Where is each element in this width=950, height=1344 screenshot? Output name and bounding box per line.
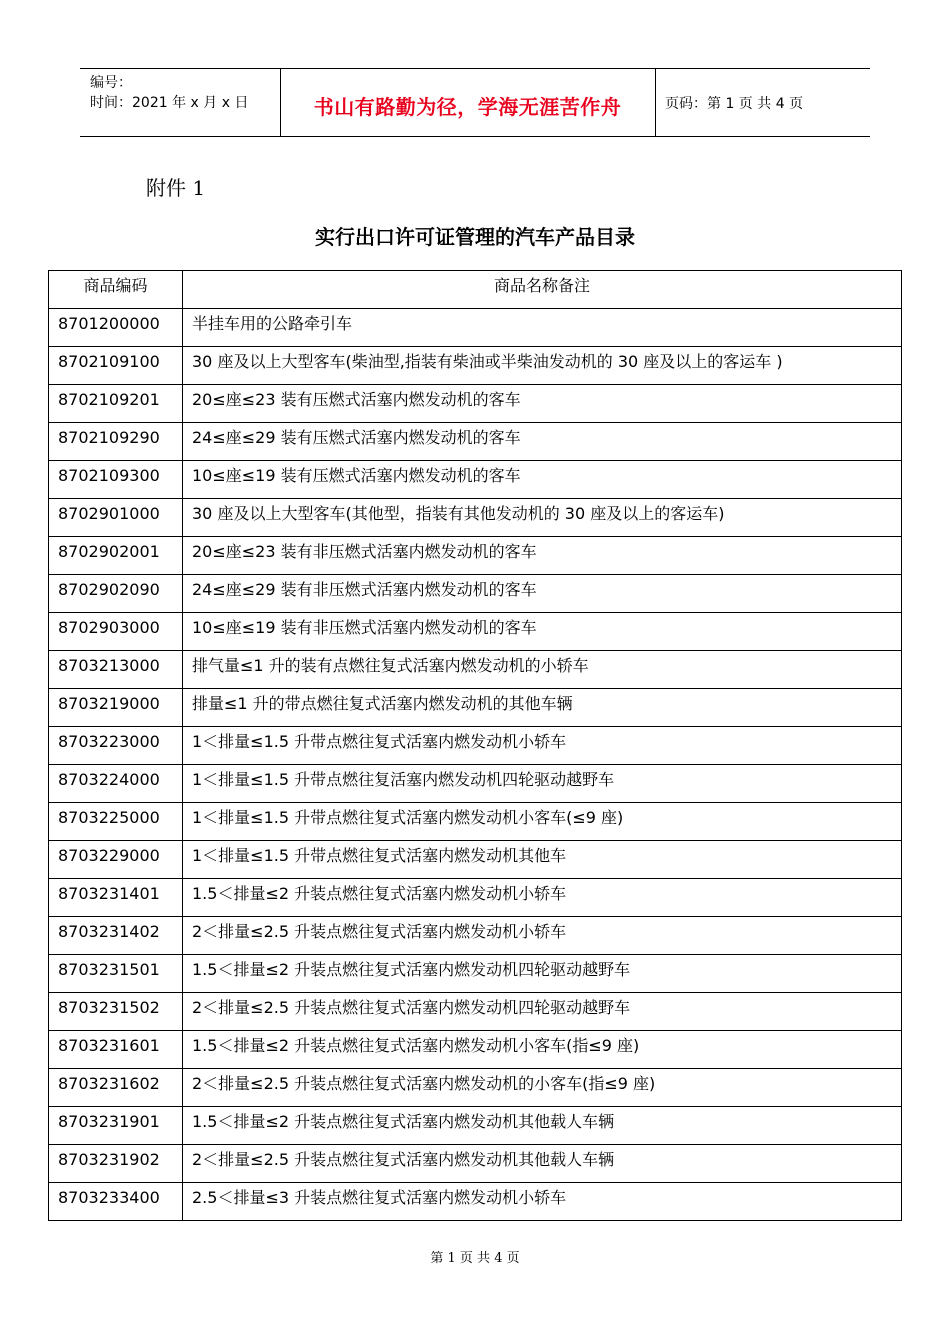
- table-row: [49, 575, 902, 613]
- page-header: [80, 68, 870, 137]
- product-code-cell: 8703213000: [49, 651, 183, 689]
- product-name-cell: 10≤座≤19 装有非压燃式活塞内燃发动机的客车: [183, 613, 902, 651]
- table-row: [49, 651, 902, 689]
- table-row: [49, 917, 902, 955]
- product-name-cell: 2.5＜排量≤3 升装点燃往复式活塞内燃发动机小轿车: [183, 1183, 902, 1221]
- product-name-cell: 20≤座≤23 装有压燃式活塞内燃发动机的客车: [183, 385, 902, 423]
- product-code-cell: 8703231601: [49, 1031, 183, 1069]
- table-row: [49, 1183, 902, 1221]
- table-row: [49, 727, 902, 765]
- product-name-cell: 2＜排量≤2.5 升装点燃往复式活塞内燃发动机的小客车(指≤9 座): [183, 1069, 902, 1107]
- table-row: [49, 347, 902, 385]
- table-row: [49, 1069, 902, 1107]
- table-row: [49, 689, 902, 727]
- product-code-cell: 8703231401: [49, 879, 183, 917]
- product-name-cell: 2＜排量≤2.5 升装点燃往复式活塞内燃发动机小轿车: [183, 917, 902, 955]
- product-code-cell: 8703233400: [49, 1183, 183, 1221]
- header-motto: 书山有路勤为径，学海无涯苦作舟: [313, 95, 622, 119]
- product-name-cell: 30 座及以上大型客车(其他型，指装有其他发动机的 30 座及以上的客运车): [183, 499, 902, 537]
- table-row: [49, 309, 902, 347]
- product-name-cell: 24≤座≤29 装有非压燃式活塞内燃发动机的客车: [183, 575, 902, 613]
- table-row: [49, 765, 902, 803]
- product-code-cell: 8703223000: [49, 727, 183, 765]
- header-divider: [655, 69, 656, 136]
- product-name-cell: 20≤座≤23 装有非压燃式活塞内燃发动机的客车: [183, 537, 902, 575]
- product-code-cell: 8702902090: [49, 575, 183, 613]
- product-name-cell: 半挂车用的公路牵引车: [183, 309, 902, 347]
- table-row: [49, 841, 902, 879]
- product-name-cell: 1.5＜排量≤2 升装点燃往复式活塞内燃发动机四轮驱动越野车: [183, 955, 902, 993]
- table-row: [49, 613, 902, 651]
- product-name-cell: 排气量≤1 升的装有点燃往复式活塞内燃发动机的小轿车: [183, 651, 902, 689]
- product-code-cell: 8701200000: [49, 309, 183, 347]
- product-code-cell: 8703231502: [49, 993, 183, 1031]
- table-row: [49, 993, 902, 1031]
- product-code-cell: 8702901000: [49, 499, 183, 537]
- product-name-cell: 1.5＜排量≤2 升装点燃往复式活塞内燃发动机其他载人车辆: [183, 1107, 902, 1145]
- product-code-cell: 8703231902: [49, 1145, 183, 1183]
- product-table: [48, 270, 902, 1221]
- document-number-label: 编号：: [90, 75, 132, 91]
- product-code-cell: 8702109201: [49, 385, 183, 423]
- product-name-cell: 1.5＜排量≤2 升装点燃往复式活塞内燃发动机小客车(指≤9 座): [183, 1031, 902, 1069]
- product-name-cell: 排量≤1 升的带点燃往复式活塞内燃发动机的其他车辆: [183, 689, 902, 727]
- table-header-row: [49, 271, 902, 309]
- header-page-info: 页码：第 1 页 共 4 页: [665, 96, 804, 112]
- product-code-cell: 8703225000: [49, 803, 183, 841]
- document-time-label: 时间：2021 年 x 月 x 日: [90, 95, 249, 111]
- product-code-cell: 8703229000: [49, 841, 183, 879]
- product-name-cell: 1＜排量≤1.5 升带点燃往复式活塞内燃发动机小客车(≤9 座): [183, 803, 902, 841]
- product-code-cell: 8703231602: [49, 1069, 183, 1107]
- table-row: [49, 423, 902, 461]
- column-header-name: 商品名称备注: [183, 271, 902, 309]
- page-footer: 第 1 页 共 4 页: [430, 1251, 520, 1266]
- table-row: [49, 1031, 902, 1069]
- table-row: [49, 879, 902, 917]
- product-code-cell: 8702902001: [49, 537, 183, 575]
- table-row: [49, 499, 902, 537]
- product-code-cell: 8702903000: [49, 613, 183, 651]
- column-header-code: 商品编码: [49, 271, 183, 309]
- product-name-cell: 2＜排量≤2.5 升装点燃往复式活塞内燃发动机其他载人车辆: [183, 1145, 902, 1183]
- table-row: [49, 803, 902, 841]
- product-name-cell: 1＜排量≤1.5 升带点燃往复活塞内燃发动机四轮驱动越野车: [183, 765, 902, 803]
- product-code-cell: 8703224000: [49, 765, 183, 803]
- product-name-cell: 1＜排量≤1.5 升带点燃往复式活塞内燃发动机其他车: [183, 841, 902, 879]
- table-row: [49, 385, 902, 423]
- product-name-cell: 2＜排量≤2.5 升装点燃往复式活塞内燃发动机四轮驱动越野车: [183, 993, 902, 1031]
- product-name-cell: 10≤座≤19 装有压燃式活塞内燃发动机的客车: [183, 461, 902, 499]
- product-code-cell: 8703219000: [49, 689, 183, 727]
- product-code-cell: 8703231501: [49, 955, 183, 993]
- product-code-cell: 8703231402: [49, 917, 183, 955]
- table-row: [49, 955, 902, 993]
- product-code-cell: 8702109100: [49, 347, 183, 385]
- product-name-cell: 24≤座≤29 装有压燃式活塞内燃发动机的客车: [183, 423, 902, 461]
- table-row: [49, 1107, 902, 1145]
- attachment-label: 附件 1: [146, 176, 206, 200]
- product-code-cell: 8702109300: [49, 461, 183, 499]
- product-name-cell: 1＜排量≤1.5 升带点燃往复式活塞内燃发动机小轿车: [183, 727, 902, 765]
- table-row: [49, 461, 902, 499]
- product-name-cell: 30 座及以上大型客车(柴油型,指装有柴油或半柴油发动机的 30 座及以上的客运车 ): [183, 347, 902, 385]
- product-code-cell: 8703231901: [49, 1107, 183, 1145]
- document-title: 实行出口许可证管理的汽车产品目录: [315, 225, 635, 249]
- product-name-cell: 1.5＜排量≤2 升装点燃往复式活塞内燃发动机小轿车: [183, 879, 902, 917]
- table-row: [49, 537, 902, 575]
- header-meta: [90, 73, 248, 113]
- product-code-cell: 8702109290: [49, 423, 183, 461]
- table-row: [49, 1145, 902, 1183]
